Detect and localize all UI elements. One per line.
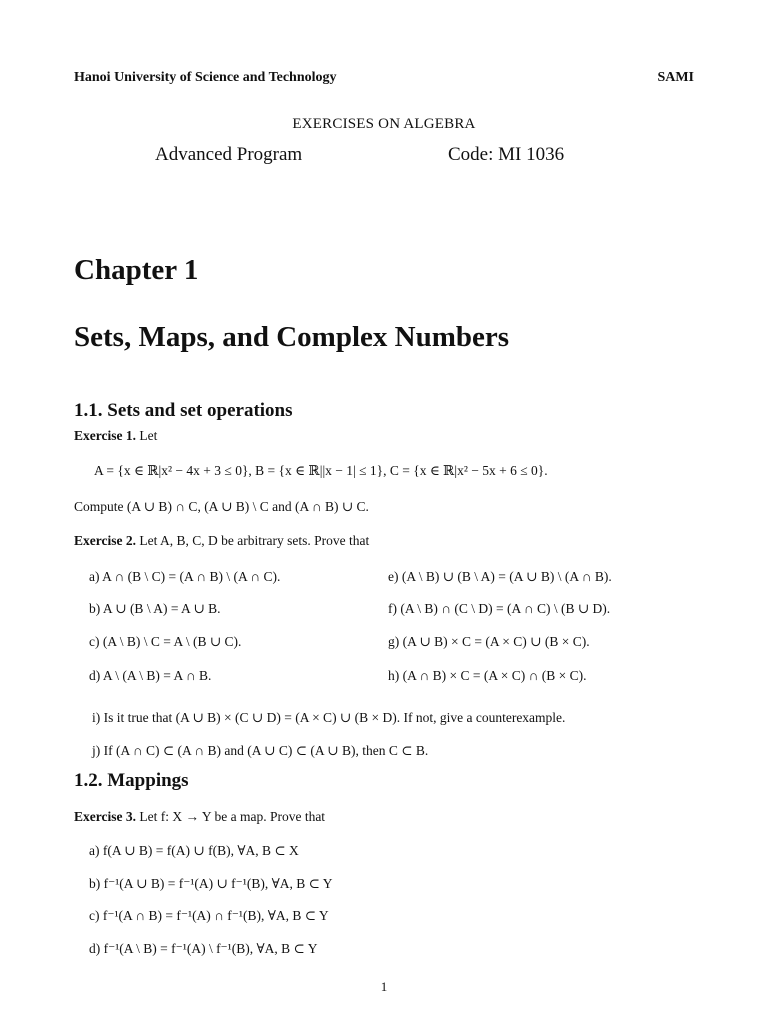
list-item: f) (A \ B) ∩ (C \ D) = (A ∩ C) \ (B ∪ D).	[388, 601, 611, 616]
header-university: Hanoi University of Science and Technology	[74, 70, 337, 85]
list-item: c) f⁻¹(A ∩ B) = f⁻¹(A) ∩ f⁻¹(B), ∀A, B ⊂ Y	[89, 908, 329, 923]
exercise-label: Exercise 3.	[74, 809, 136, 824]
list-item: a) A ∩ (B \ C) = (A ∩ B) \ (A ∩ C).	[89, 569, 281, 584]
header-institute: SAMI	[657, 70, 694, 85]
list-item: c) (A \ B) \ C = A \ (B ∪ C).	[89, 634, 242, 649]
exercise-2	[74, 533, 369, 549]
list-item: d) f⁻¹(A \ B) = f⁻¹(A) \ f⁻¹(B), ∀A, B ⊂ Y	[89, 941, 318, 956]
exercise-label: Exercise 2.	[74, 533, 136, 548]
list-item: d) A \ (A \ B) = A ∩ B.	[89, 668, 212, 683]
exercise-label: Exercise 1.	[74, 428, 136, 443]
exercise-1	[74, 428, 157, 444]
list-item: e) (A \ B) ∪ (B \ A) = (A ∪ B) \ (A ∩ B).	[388, 569, 612, 584]
section-heading-mappings: 1.2. Mappings	[74, 770, 189, 791]
program-name: Advanced Program	[155, 144, 303, 165]
list-item: b) A ∪ (B \ A) = A ∪ B.	[89, 601, 221, 616]
list-item: g) (A ∪ B) × C = (A × C) ∪ (B × C).	[388, 634, 590, 649]
chapter-number: Chapter 1	[74, 254, 199, 286]
exercise-3	[74, 809, 325, 825]
section-heading-sets: 1.1. Sets and set operations	[74, 400, 293, 421]
list-item: h) (A ∩ B) × C = (A × C) ∩ (B × C).	[388, 668, 587, 683]
page-number: 1	[380, 979, 388, 994]
exercise-intro: Let f: X → Y be a map. Prove that	[139, 809, 326, 824]
list-item: b) f⁻¹(A ∪ B) = f⁻¹(A) ∪ f⁻¹(B), ∀A, B ⊂ Y	[89, 876, 333, 891]
exercise-intro: Let	[139, 428, 158, 443]
chapter-title: Sets, Maps, and Complex Numbers	[74, 321, 510, 353]
course-code: Code: MI 1036	[448, 144, 565, 165]
exercise-intro: Let A, B, C, D be arbitrary sets. Prove that	[139, 533, 370, 548]
list-item: a) f(A ∪ B) = f(A) ∪ f(B), ∀A, B ⊂ X	[89, 843, 299, 858]
exercise-1-task: Compute (A ∪ B) ∩ C, (A ∪ B) \ C and (A ∩ B) ∪ C.	[74, 499, 369, 514]
document-title: EXERCISES ON ALGEBRA	[292, 116, 476, 132]
exercise-1-formula: A = {x ∈ ℝ|x² − 4x + 3 ≤ 0}, B = {x ∈ ℝ||x − 1| ≤ 1}, C = {x ∈ ℝ|x² − 5x + 6 ≤ 0}.	[94, 463, 548, 478]
list-item: i) Is it true that (A ∪ B) × (C ∪ D) = (A × C) ∪ (B × D). If not, give a counterexample.	[92, 710, 566, 725]
list-item: j) If (A ∩ C) ⊂ (A ∩ B) and (A ∪ C) ⊂ (A ∪ B), then C ⊂ B.	[92, 743, 429, 758]
